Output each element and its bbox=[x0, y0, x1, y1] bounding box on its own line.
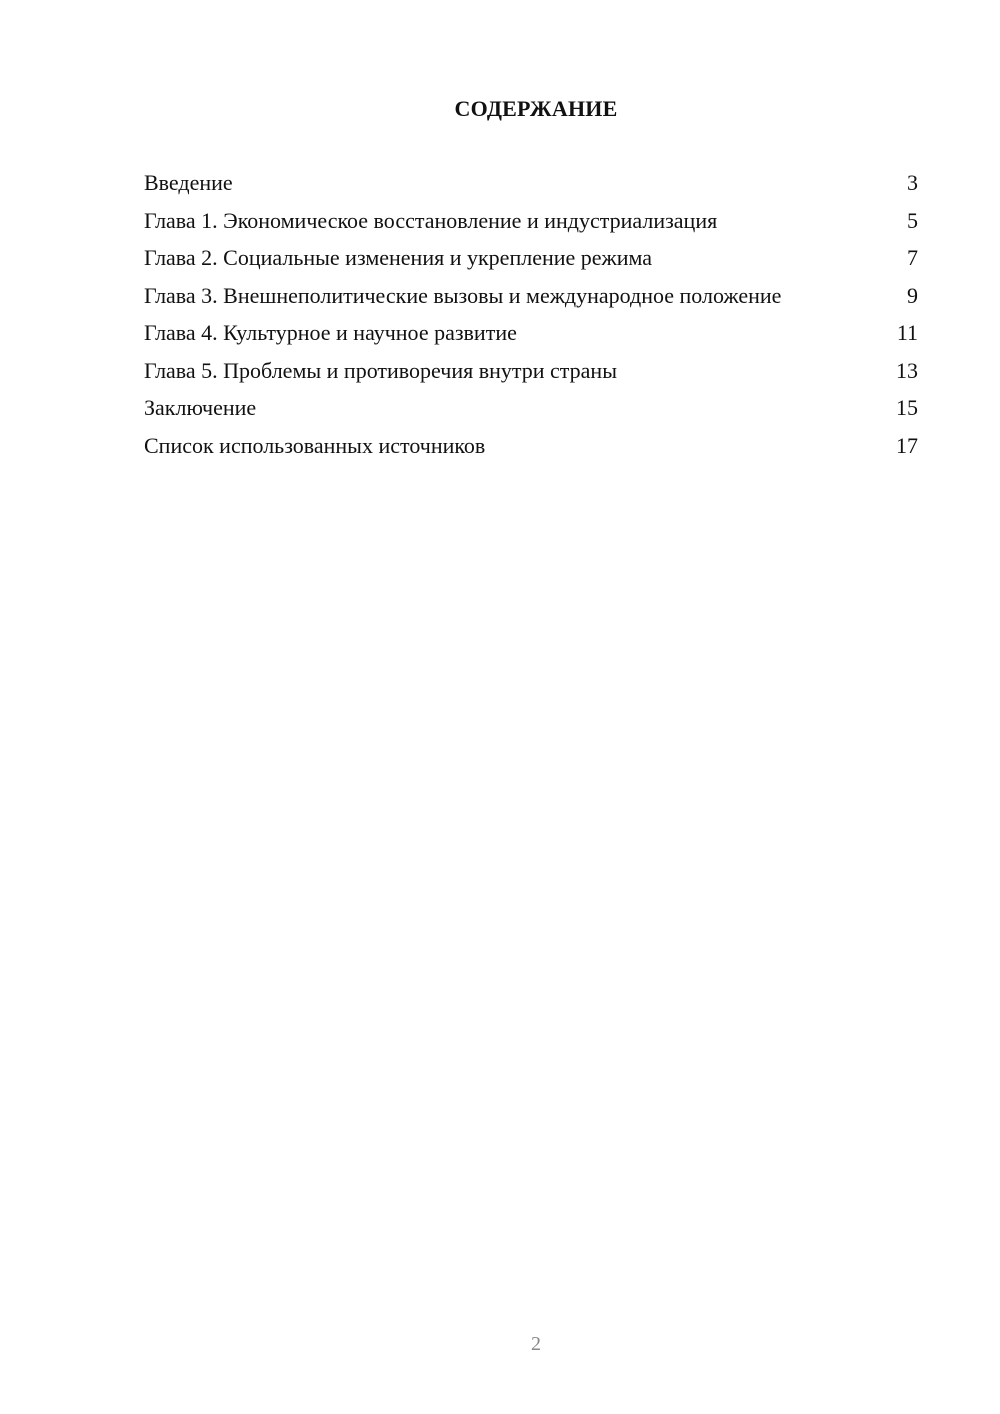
toc-entry-references bbox=[144, 433, 918, 459]
toc-entry-page: 5 bbox=[907, 207, 918, 233]
toc-entry-text: Глава 5. Проблемы и противоречия внутри страны bbox=[144, 357, 617, 383]
toc-entry-page: 11 bbox=[896, 320, 918, 345]
toc-entry-conclusion bbox=[144, 395, 918, 421]
toc-entry-introduction bbox=[144, 170, 918, 196]
toc-entry-text: Введение bbox=[144, 170, 233, 195]
toc-entry-page: 15 bbox=[896, 395, 918, 420]
toc-entry-page: 9 bbox=[907, 282, 918, 308]
table-of-contents bbox=[144, 170, 918, 470]
toc-entry-page: 7 bbox=[907, 245, 918, 270]
toc-entry-text: Глава 3. Внешнеполитические вызовы и международное положение bbox=[144, 282, 782, 308]
toc-entry-chapter-3 bbox=[144, 283, 918, 309]
toc-entry-text: Заключение bbox=[144, 395, 257, 420]
page-title: СОДЕРЖАНИЕ bbox=[454, 96, 618, 121]
toc-entry-chapter-4 bbox=[144, 320, 918, 346]
toc-entry-page: 17 bbox=[896, 432, 918, 458]
toc-entry-chapter-5 bbox=[144, 358, 918, 384]
toc-entry-text: Глава 2. Социальные изменения и укрепление режима bbox=[144, 245, 653, 270]
toc-entry-page: 3 bbox=[907, 170, 918, 195]
toc-entry-text: Глава 4. Культурное и научное развитие bbox=[144, 320, 517, 345]
toc-entry-text: Список использованных источников bbox=[144, 432, 486, 458]
toc-entry-page: 13 bbox=[896, 357, 918, 383]
page-number: 2 bbox=[531, 1333, 541, 1355]
toc-entry-text: Глава 1. Экономическое восстановление и индустриализация bbox=[144, 207, 718, 233]
toc-entry-chapter-1 bbox=[144, 208, 918, 234]
toc-entry-chapter-2 bbox=[144, 245, 918, 271]
